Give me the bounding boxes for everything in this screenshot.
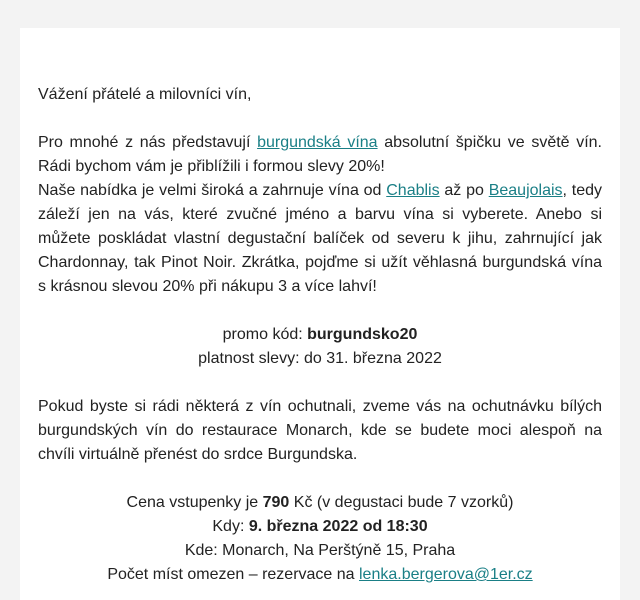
reservation-line bbox=[38, 563, 602, 587]
event-details bbox=[38, 491, 602, 587]
intro-text: Naše nabídka je velmi široká a zahrnuje vína od bbox=[38, 182, 387, 199]
ticket-price-line bbox=[38, 491, 602, 515]
promo-code-value: burgundsko20 bbox=[307, 326, 418, 343]
beaujolais-link[interactable]: Beaujolais bbox=[488, 182, 563, 199]
date-value: 9. března 2022 od 18:30 bbox=[248, 518, 428, 535]
promo-section bbox=[38, 323, 602, 371]
intro-text: absolutní špičku ve světě vín. Rádi bychom vám je přiblížili i formou slevy 20%! bbox=[38, 134, 602, 175]
intro-paragraph-1 bbox=[38, 131, 602, 179]
intro-text: až po bbox=[439, 182, 489, 199]
intro-section bbox=[38, 131, 602, 299]
intro-paragraph-2 bbox=[38, 179, 602, 299]
promo-code-line bbox=[38, 323, 602, 347]
email-body bbox=[20, 28, 620, 600]
burgundy-wines-link[interactable]: burgundská vína bbox=[257, 134, 378, 151]
tasting-paragraph: Pokud byste si rádi některá z vín ochutnali, zveme vás na ochutnávku bílých burgundských vín do restaurace Monarch, kde se budete moci alespoň na chvíli virtuálně přenést do srdce Burgundska. bbox=[38, 398, 602, 463]
event-date-line bbox=[38, 515, 602, 539]
price-note: Kč (v degustaci bude 7 vzorků) bbox=[289, 494, 514, 511]
reservation-label: Počet míst omezen – rezervace na bbox=[107, 566, 359, 583]
event-location: Kde: Monarch, Na Perštýně 15, Praha bbox=[184, 542, 456, 559]
intro-text: , tedy záleží jen na vás, které zvučné jméno a barvu vína si vyberete. Anebo si můžete poskládat vlastní degustační balíček od severu k jihu, zahrnující jak Chardonnay, tak Pinot Noir. Zkrátka, pojďme si užít věhlasná burgundská vína s krásnou slevou 20% při nákupu 3 a více lahví! bbox=[38, 182, 603, 295]
intro-text: Pro mnohé z nás představují bbox=[38, 134, 258, 151]
promo-code-label: promo kód: bbox=[222, 326, 308, 343]
reservation-email-link[interactable]: lenka.bergerova@1er.cz bbox=[359, 566, 533, 583]
promo-validity: platnost slevy: do 31. března 2022 bbox=[198, 350, 442, 367]
price-value: 790 bbox=[262, 494, 290, 511]
chablis-link[interactable]: Chablis bbox=[386, 182, 440, 199]
greeting: Vážení přátelé a milovníci vín, bbox=[38, 86, 252, 103]
date-label: Kdy: bbox=[212, 518, 249, 535]
price-label: Cena vstupenky je bbox=[126, 494, 263, 511]
